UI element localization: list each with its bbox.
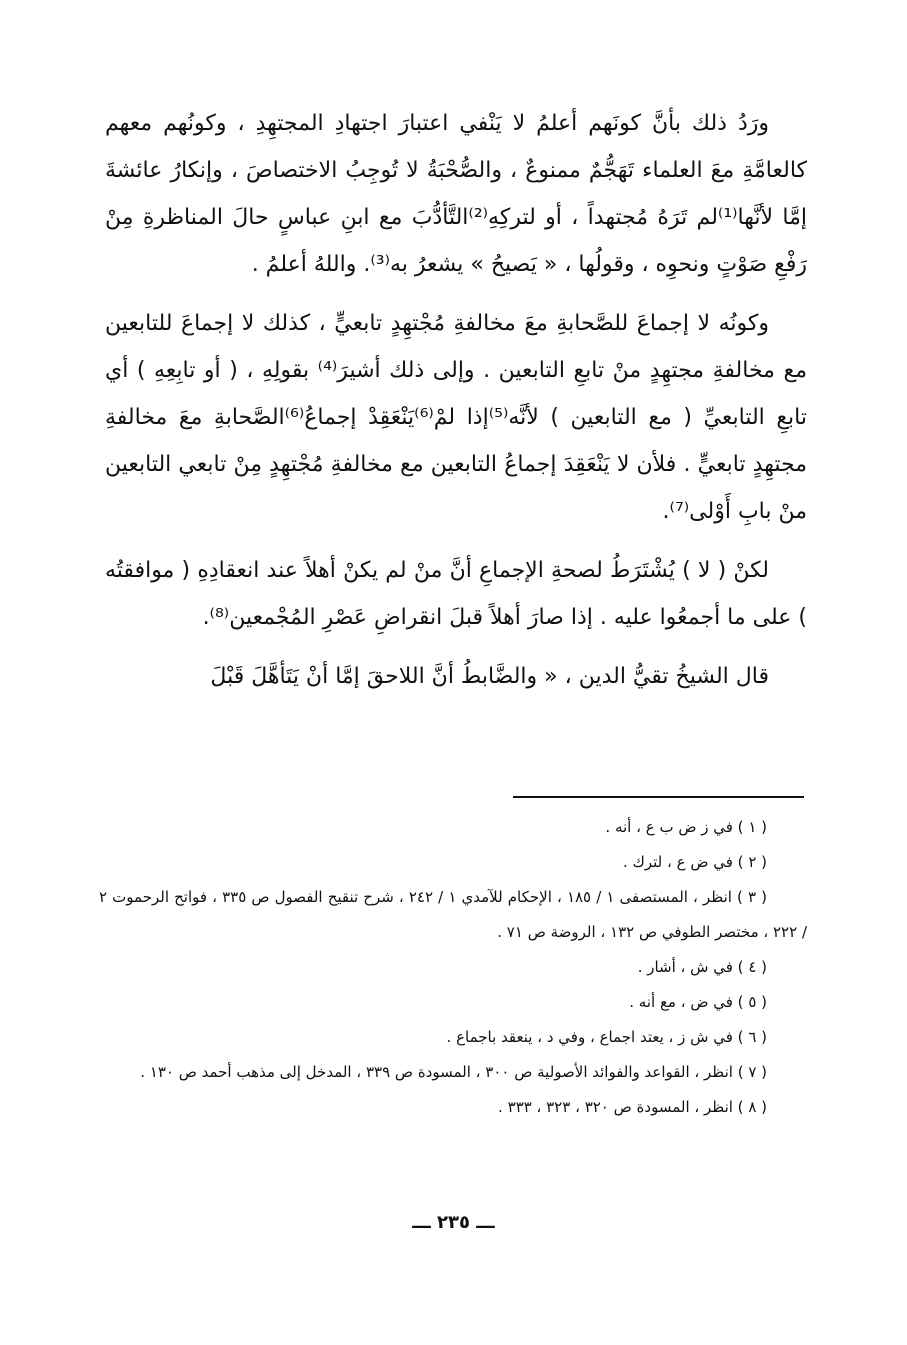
footnote-2: ( ٢ ) في ض ع ، لترك . [622, 853, 767, 871]
footnote-4: ( ٤ ) في ش ، أشار . [637, 958, 767, 976]
footnote-8: ( ٨ ) انظر ، المسودة ص ٣٢٠ ، ٣٢٣ ، ٣٣٣ . [498, 1098, 767, 1116]
footnote-7: ( ٧ ) انظر ، القواعد والفوائد الأصولية ص ٣٠٠ ، المسودة ص ٣٣٩ ، المدخل إلى مذهب أحمد ص ١٣٠ . [140, 1063, 767, 1081]
paragraph-1: ورَدُ ذلك بأنَّ كونَهم أعلمُ لا يَنْفي اعتبارَ اجتهادِ المجتهِدِ ، وكونُهم معهم كالعامَّةِ معَ العلماء تَهَجُّمٌ ممنوعٌ ، والصُّحْبَةُ لا تُوجِبُ الاختصاصَ ، وإنكارُ عائشةَ إمَّا لأنَّها⁽¹⁾لم تَرَهُ مُجتهداً ، أو لتركِهِ⁽²⁾التَّأدُّبَ مع ابنِ عباسٍ حالَ المناظرةِ مِنْ رَفْعِ صَوْتٍ ونحوِه ، وقولُها ، « يَصيحُ » يشعرُ به⁽³⁾. واللهُ أعلمُ . [105, 111, 808, 277]
page-number: ـــ ٢٣٥ ـــ [412, 1212, 495, 1233]
footnote-6: ( ٦ ) في ش ز ، يعتد اجماع ، وفي د ، ينعقد باجماع . [446, 1028, 767, 1046]
paragraph-3: لكنْ ( لا ) يُشْتَرَطُ لصحةِ الإجماعِ أنَّ منْ لم يكنْ أهلاً عند انعقادِهِ ( موافقتُه ) على ما أجمعُوا عليه . إذا صارَ أهلاً قبلَ انقراضِ عَصْرِ المُجْمعين⁽⁸⁾. [105, 558, 807, 630]
paragraph-4: قال الشيخُ تقيُّ الدين ، « والضَّابطُ أنَّ اللاحقَ إمَّا أنْ يَتَأهَّلَ قَبْلَ [210, 664, 769, 689]
paragraph-2: وكونُه لا إجماعَ للصَّحابةِ معَ مخالفةِ مُجْتهِدٍ تابعيٍّ ، كذلك لا إجماعَ للتابعين مع مخالفةِ مجتهِدٍ منْ تابعِ التابعين . وإلى ذلك أشيرَ⁽⁴⁾ بقولِهِ ، ( أو تابِعِهِ ) أي تابعِ التابعيِّ ( مع التابعين ) لأنَّه⁽⁵⁾إذا لمْ⁽⁶⁾يَنْعَقِدْ إجماعُ⁽⁶⁾الصَّحابةِ معَ مخالفةِ مجتهِدٍ تابعيٍّ . فلأن لا يَنْعَقِدَ إجماعُ التابعين مع مخالفةِ مُجْتهِدٍ مِنْ تابعي التابعين منْ بابِ أَوْلى⁽⁷⁾. [105, 311, 807, 524]
footnote-1: ( ١ ) في ز ض ب ع ، أنه . [605, 818, 767, 836]
footnote-5: ( ٥ ) في ض ، مع أنه . [629, 993, 767, 1011]
main-text [105, 100, 807, 712]
footnote-3: ( ٣ ) انظر ، المستصفى ١ / ١٨٥ ، الإحكام للآمدي ١ / ٢٤٢ ، شرح تنقيح الفصول ص ٣٣٥ ، فواتح الرحموت ٢ / ٢٢٢ ، مختصر الطوفي ص ١٣٢ ، الروضة ص ٧١ . [99, 888, 807, 941]
footnotes [99, 810, 807, 1125]
footnote-divider [513, 796, 804, 798]
